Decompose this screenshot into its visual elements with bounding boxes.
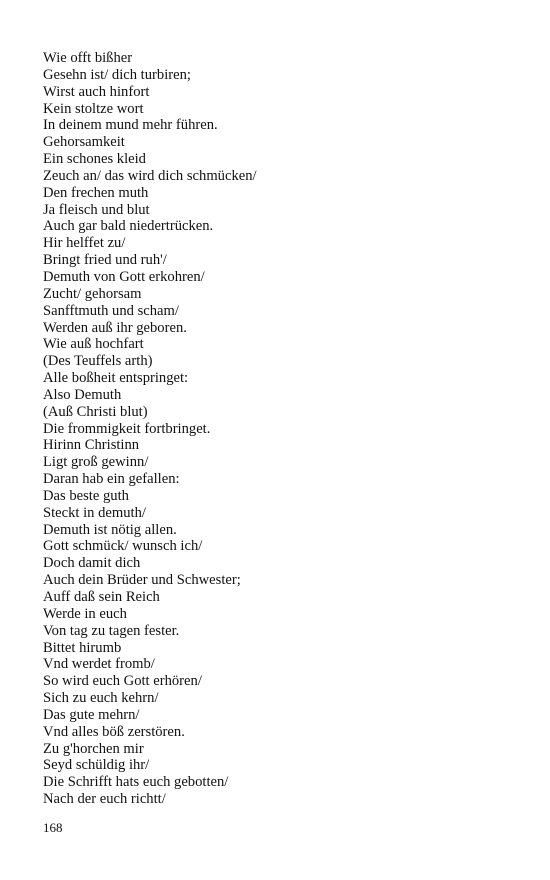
poem-line: Sich zu euch kehrn/ bbox=[43, 690, 159, 707]
poem-line: Wie auß hochfart bbox=[43, 336, 144, 353]
poem-line: Auch gar bald niedertrücken. bbox=[43, 218, 214, 235]
poem-line: Sanfftmuth und scham/ bbox=[43, 302, 179, 319]
poem-line: Daran hab ein gefallen: bbox=[43, 471, 180, 488]
poem-line: (Des Teuffels arth) bbox=[43, 353, 153, 370]
poem-line: Die Schrifft hats euch gebotten/ bbox=[43, 774, 229, 791]
poem-line: So wird euch Gott erhören/ bbox=[43, 673, 202, 690]
poem-line: Hirinn Christinn bbox=[43, 437, 140, 454]
poem-line: Also Demuth bbox=[43, 386, 122, 403]
poem-line: Doch damit dich bbox=[43, 555, 141, 572]
poem-line: Nach der euch richtt/ bbox=[43, 791, 166, 808]
poem-text-block bbox=[43, 50, 513, 808]
poem-line: Demuth ist nötig allen. bbox=[43, 521, 177, 538]
poem-line: Wirst auch hinfort bbox=[43, 83, 150, 100]
poem-line: Demuth von Gott erkohren/ bbox=[43, 268, 205, 285]
poem-line: Von tag zu tagen fester. bbox=[43, 622, 180, 639]
poem-line: Ja fleisch und blut bbox=[43, 201, 150, 218]
poem-line: Werde in euch bbox=[43, 605, 127, 622]
page-number: 168 bbox=[43, 820, 63, 835]
poem-line: Ligt groß gewinn/ bbox=[43, 454, 149, 471]
poem-line: Das gute mehrn/ bbox=[43, 706, 140, 723]
poem-line: Kein stoltze wort bbox=[43, 100, 144, 117]
poem-line: Bittet hirumb bbox=[43, 639, 122, 656]
poem-line: Gehorsamkeit bbox=[43, 134, 125, 151]
poem-line: Zu g'horchen mir bbox=[43, 740, 144, 757]
poem-line: Bringt fried und ruh'/ bbox=[43, 252, 167, 269]
poem-line: Auch dein Brüder und Schwester; bbox=[43, 572, 241, 589]
poem-line: Gott schmück/ wunsch ich/ bbox=[43, 538, 203, 555]
poem-line: (Auß Christi blut) bbox=[43, 403, 148, 420]
poem-line: Vnd werdet fromb/ bbox=[43, 656, 155, 673]
poem-line: Ein schones kleid bbox=[43, 151, 146, 168]
poem-line: Vnd alles böß zerstören. bbox=[43, 723, 185, 740]
poem-line: Hir helffet zu/ bbox=[43, 235, 126, 252]
poem-line: Den frechen muth bbox=[43, 184, 149, 201]
poem-line: Alle boßheit entspringet: bbox=[43, 370, 189, 387]
poem-line: Seyd schüldig ihr/ bbox=[43, 757, 150, 774]
poem-line: Zeuch an/ das wird dich schmücken/ bbox=[43, 167, 257, 184]
poem-line: Das beste guth bbox=[43, 487, 129, 504]
poem-line: Auff daß sein Reich bbox=[43, 589, 160, 605]
poem-line: In deinem mund mehr führen. bbox=[43, 117, 218, 134]
poem-line: Zucht/ gehorsam bbox=[43, 285, 142, 302]
poem-line: Wie offt bißher bbox=[43, 50, 133, 66]
poem-line: Gesehn ist/ dich turbiren; bbox=[43, 66, 191, 83]
poem-line: Werden auß ihr geboren. bbox=[43, 319, 187, 336]
poem-line: Steckt in demuth/ bbox=[43, 504, 146, 521]
poem-line: Die frommigkeit fortbringet. bbox=[43, 420, 211, 437]
